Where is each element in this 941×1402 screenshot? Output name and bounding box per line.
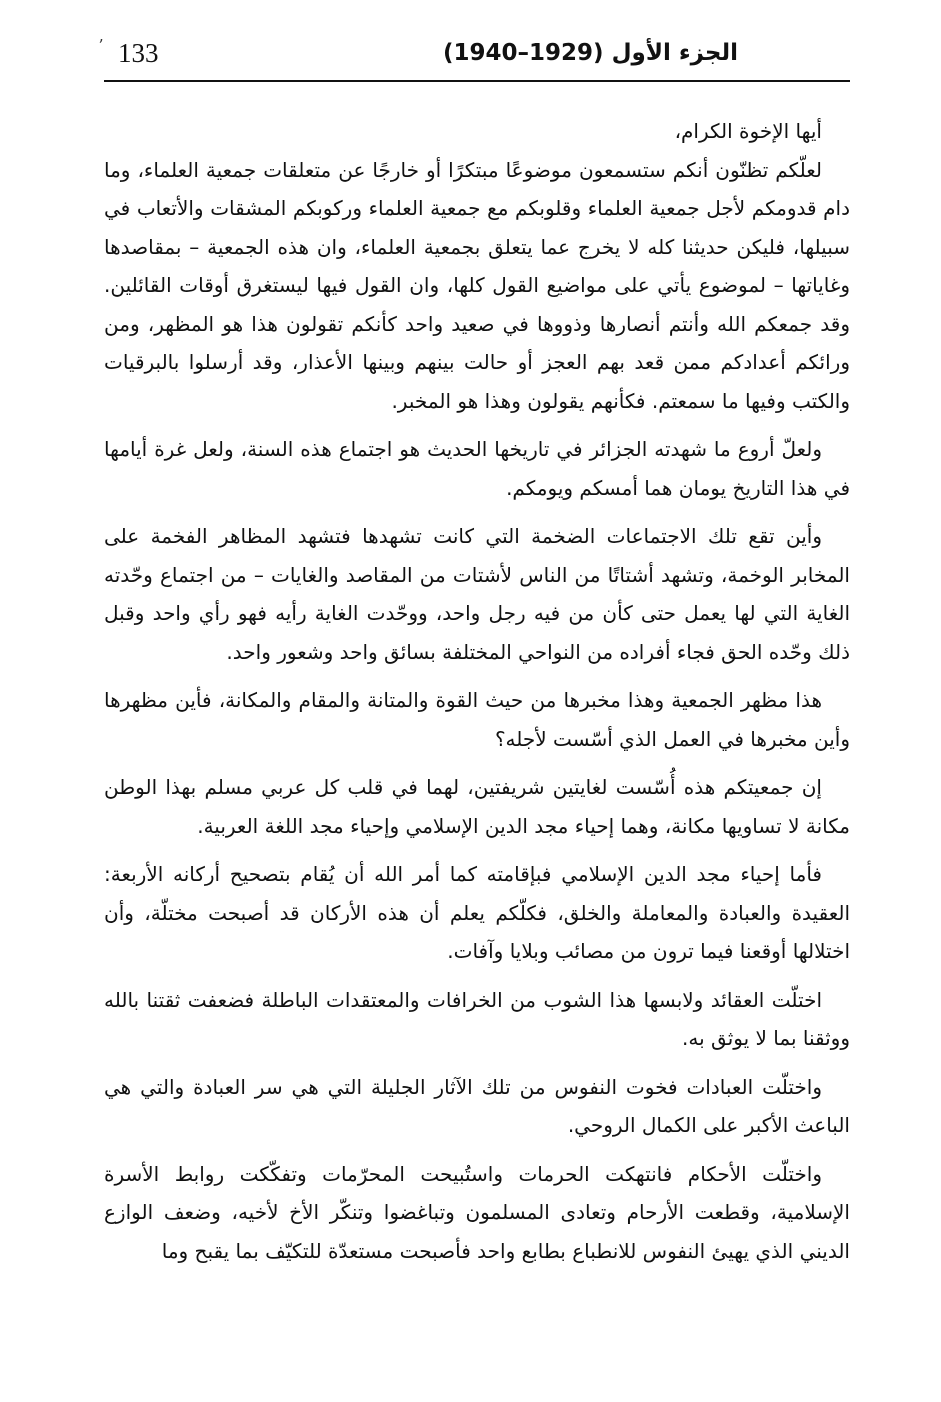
paragraph: إن جمعيتكم هذه أُسّست لغايتين شريفتين، لهما في قلب كل عربي مسلم بهذا الوطن مكانة لا تساويها مكانة، وهما إحياء مجد الدين الإسلامي وإحياء مجد اللغة العربية. bbox=[104, 775, 850, 838]
page-number: 133 bbox=[118, 38, 159, 68]
paragraph-salutation: أيها الإخوة الكرام، bbox=[674, 119, 822, 143]
page-header bbox=[98, 34, 850, 82]
paragraph: اختلّت العقائد ولابسها هذا الشوب من الخرافات والمعتقدات الباطلة فضعفت ثقتنا بالله ووثقنا بما لا يوثق به. bbox=[104, 987, 850, 1050]
margin-mark: ʼ bbox=[98, 36, 104, 55]
paragraph: فأما إحياء مجد الدين الإسلامي فبإقامته كما أمر الله أن يُقام بتصحيح أركانه الأربعة: العقيدة والعبادة والمعاملة والخلق، فكلّكم يعلم أن هذه الأركان قد أصبحت مختلّة، وأن اختلالها أوقعنا فيما ترون من مصائب وبلايا وآفات. bbox=[104, 862, 850, 963]
paragraph: واختلّت العبادات فخوت النفوس من تلك الآثار الجليلة التي هي سر العبادة والتي هي الباعث الأكبر على الكمال الروحي. bbox=[104, 1074, 850, 1137]
body-text bbox=[104, 112, 850, 1280]
paragraph: واختلّت الأحكام فانتهكت الحرمات واستُبيحت المحرّمات وتفكّكت روابط الأسرة الإسلامية، وقطعت الأرحام وتعادى المسلمون وتباغضوا وتنكّر الأخ لأخيه، وضعف الوازع الديني الذي يهيئ النفوس للانطباع بطابع واحد فأصبحت مستعدّة للتكيّف بما يقبح وما bbox=[104, 1161, 850, 1263]
paragraph: وأين تقع تلك الاجتماعات الضخمة التي كانت تشهدها فتشهد المظاهر الفخمة على المخابر الوخمة، وتشهد أشتاتًا من الناس لأشتات من المقاصد والغايات – من اجتماع وحّدته الغاية التي لها يعمل حتى كأن من فيه رجل واحد، ووحّدت الغاية رأيه فهو رأي واحد وقبل ذلك وحّده الحق فجاء أفراده من النواحي المختلفة بسائق واحد وشعور واحد. bbox=[104, 524, 850, 664]
paragraph: لعلّكم تظنّون أنكم ستسمعون موضوعًا مبتكرًا أو خارجًا عن متعلقات جمعية العلماء، وما دام قدومكم لأجل جمعية العلماء وقلوبكم مع جمعية العلماء وركوبكم المشقات والأتعاب في سبيلها، فليكن حديثنا كله لا يخرج عما يتعلق بجمعية العلماء، وان هذه الجمعية – بمقاصدها وغاياتها – لموضوع يأتي على مواضيع القول كلها، وان القول فيها ليستغرق أوقات القائلين. وقد جمعكم الله وأنتم أنصارها وذووها في صعيد واحد كأنكم تقولون هذا هو المظهر، ومن ورائكم أعدادكم ممن قعد بهم العجز أو حالت بينهم وبينها الأعذار، وقد أرسلوا بالبرقيات والكتب وفيها ما سمعتم. فكأنهم يقولون وهذا هو المخبر. bbox=[104, 157, 850, 413]
running-head: الجزء الأول (1929–1940) bbox=[443, 40, 738, 66]
paragraph: هذا مظهر الجمعية وهذا مخبرها من حيث القوة والمتانة والمقام والمكانة، فأين مظهرها وأين مخبرها في العمل الذي أسّست لأجله؟ bbox=[104, 688, 850, 751]
paragraph: ولعلّ أروع ما شهدته الجزائر في تاريخها الحديث هو اجتماع هذه السنة، ولعل غرة أيامها في هذا التاريخ يومان هما أمسكم ويومكم. bbox=[104, 437, 850, 500]
